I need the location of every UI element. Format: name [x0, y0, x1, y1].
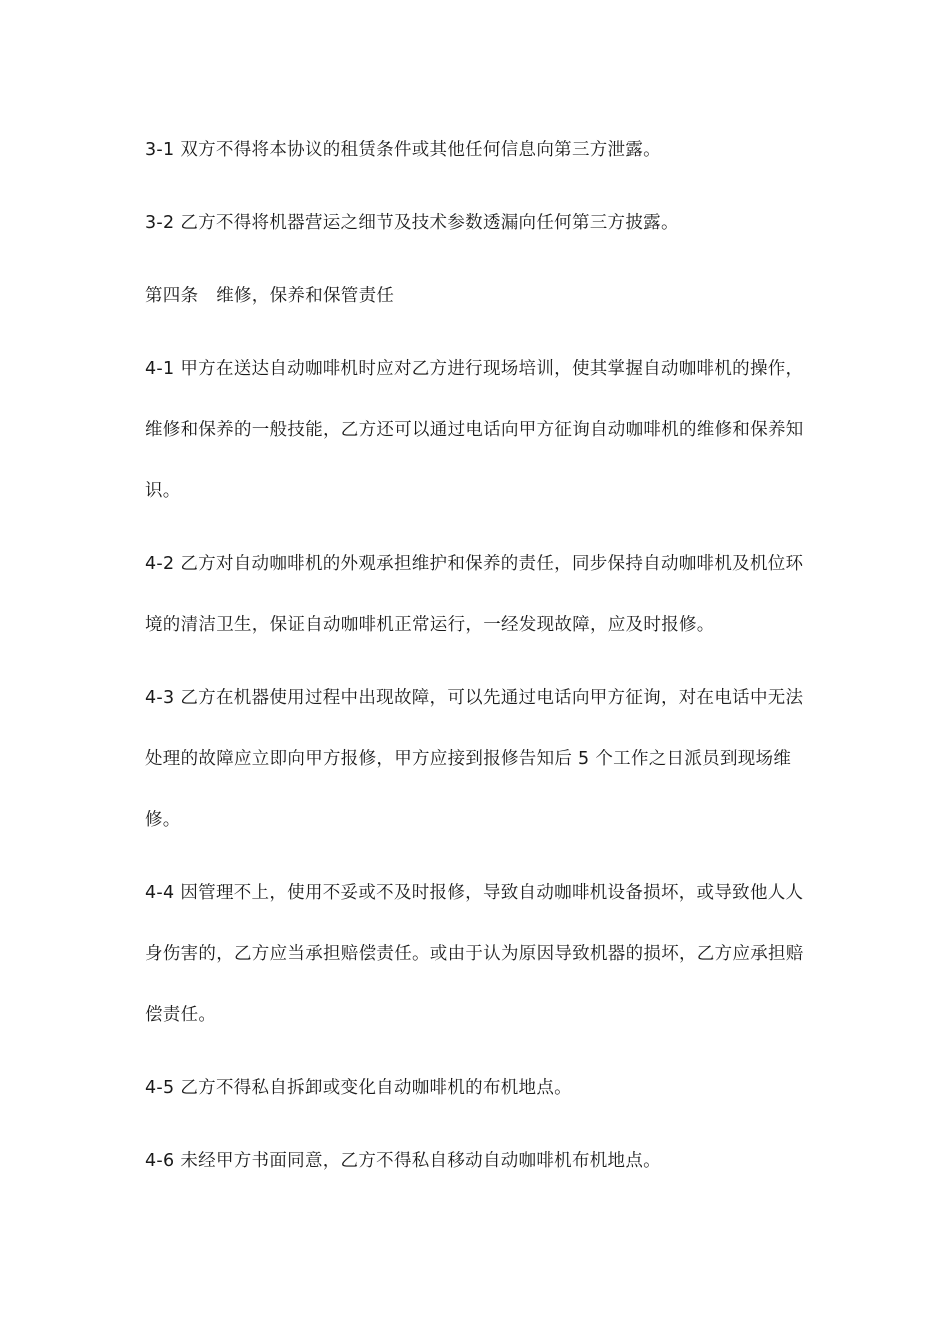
clause-4-5: 4-5 乙方不得私自拆卸或变化自动咖啡机的布机地点。: [145, 1078, 572, 1098]
article-4-heading: 第四条 维修，保养和保管责任: [145, 286, 395, 306]
clause-4-4: 4-4 因管理不上，使用不妥或不及时报修，导致自动咖啡机设备损坏，或导致他人人身伤害的，乙方应当承担赔偿责任。或由于认为原因导致机器的损坏，乙方应承担赔偿责任。: [145, 883, 804, 1025]
clause-3-1: 3-1 双方不得将本协议的租赁条件或其他任何信息向第三方泄露。: [145, 140, 661, 160]
clause-4-1: 4-1 甲方在送达自动咖啡机时应对乙方进行现场培训，使其掌握自动咖啡机的操作，维修和保养的一般技能，乙方还可以通过电话向甲方征询自动咖啡机的维修和保养知识。: [145, 359, 804, 501]
document-body: [145, 120, 815, 1192]
clause-4-6: 4-6 未经甲方书面同意，乙方不得私自移动自动咖啡机布机地点。: [145, 1151, 661, 1171]
clause-4-3: 4-3 乙方在机器使用过程中出现故障，可以先通过电话向甲方征询，对在电话中无法处理的故障应立即向甲方报修，甲方应接到报修告知后 5 个工作之日派员到现场维修。: [145, 688, 804, 830]
clause-3-2: 3-2 乙方不得将机器营运之细节及技术参数透漏向任何第三方披露。: [145, 213, 679, 233]
clause-4-2: 4-2 乙方对自动咖啡机的外观承担维护和保养的责任，同步保持自动咖啡机及机位环境的清洁卫生，保证自动咖啡机正常运行，一经发现故障，应及时报修。: [145, 554, 804, 635]
